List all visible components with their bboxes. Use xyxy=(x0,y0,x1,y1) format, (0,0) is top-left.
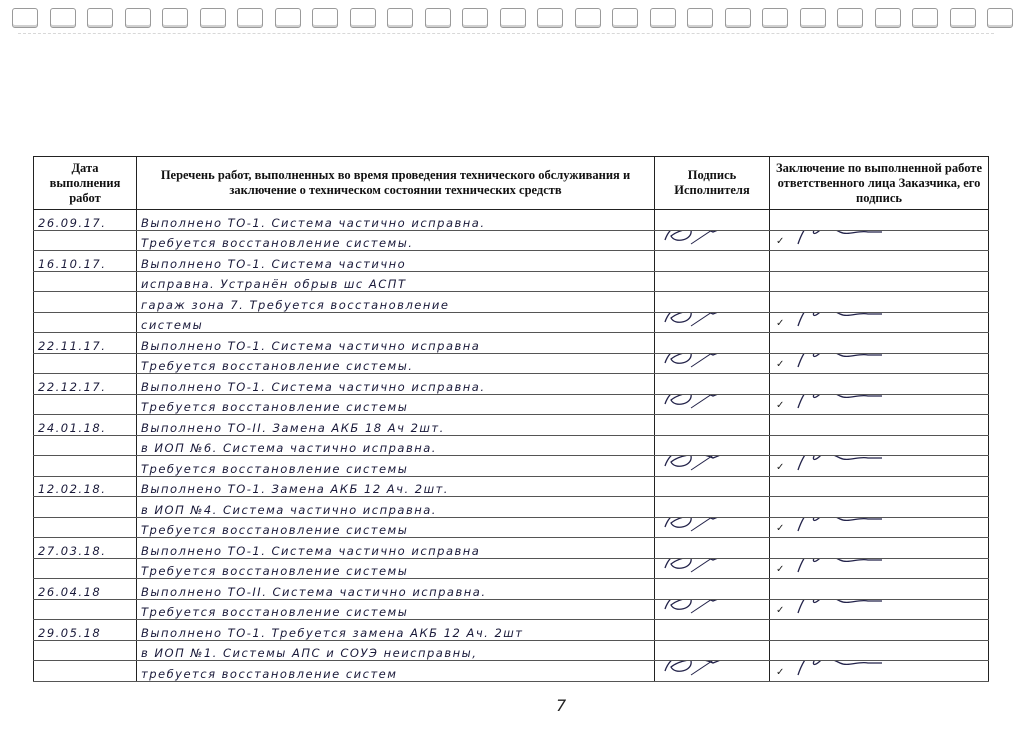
executor-signature-cell xyxy=(655,251,770,272)
date-cell: 22.11.17. xyxy=(34,333,137,354)
work-description-line: Выполнено ТО-1. Система частично исправна xyxy=(137,538,655,559)
table-row xyxy=(34,415,989,436)
maintenance-log-table xyxy=(33,156,989,682)
table-header-row xyxy=(34,157,989,210)
executor-signature-cell xyxy=(655,640,770,661)
date-cell xyxy=(34,312,137,333)
date-cell xyxy=(34,271,137,292)
executor-signature xyxy=(661,456,731,474)
date-cell: 29.05.18 xyxy=(34,620,137,641)
date-cell xyxy=(34,435,137,456)
date-cell xyxy=(34,517,137,538)
executor-signature xyxy=(661,312,731,330)
executor-signature-cell xyxy=(655,538,770,559)
binding-ring xyxy=(537,8,563,28)
executor-signature-cell xyxy=(655,476,770,497)
table-row xyxy=(34,620,989,641)
executor-signature-cell xyxy=(655,620,770,641)
binding-ring xyxy=(425,8,451,28)
table-row xyxy=(34,333,989,354)
binding-ring xyxy=(612,8,638,28)
check-mark: ✓ xyxy=(776,236,785,247)
executor-signature-cell xyxy=(655,435,770,456)
customer-signature-cell xyxy=(770,476,989,497)
work-description-line: Выполнено ТО-II. Замена АКБ 18 Ач 2шт. xyxy=(137,415,655,436)
work-description-line: в ИОП №4. Система частично исправна. xyxy=(137,497,655,518)
binding-ring xyxy=(837,8,863,28)
check-mark: ✓ xyxy=(776,605,785,616)
work-description-line: Требуется восстановление системы xyxy=(137,517,655,538)
table-row xyxy=(34,517,989,538)
work-description-line: Требуется восстановление системы xyxy=(137,558,655,579)
check-mark: ✓ xyxy=(776,318,785,329)
header-work-list: Перечень работ, выполненных во время проведения технического обслуживания и заключение о техническом состоянии технических средств xyxy=(137,157,655,210)
table-row xyxy=(34,312,989,333)
date-cell xyxy=(34,394,137,415)
customer-signature-cell xyxy=(770,497,989,518)
check-mark: ✓ xyxy=(776,666,785,678)
date-cell: 22.12.17. xyxy=(34,374,137,395)
executor-signature-cell xyxy=(655,661,770,682)
executor-signature-cell xyxy=(655,599,770,620)
work-description-line: исправна. Устранён обрыв шс АСПТ xyxy=(137,271,655,292)
table-row xyxy=(34,538,989,559)
executor-signature-cell xyxy=(655,374,770,395)
date-cell: 26.04.18 xyxy=(34,579,137,600)
customer-signature-cell xyxy=(770,333,989,354)
customer-signature-cell xyxy=(770,394,989,415)
work-description-line: Требуется восстановление системы. xyxy=(137,230,655,251)
work-description-line: в ИОП №1. Системы АПС и СОУЭ неисправны, xyxy=(137,640,655,661)
date-cell xyxy=(34,599,137,620)
executor-signature-cell xyxy=(655,456,770,477)
table-row xyxy=(34,476,989,497)
header-customer-conclusion: Заключение по выполненной работе ответственного лица Заказчика, его подпись xyxy=(770,157,989,210)
binding-ring xyxy=(350,8,376,28)
date-cell xyxy=(34,661,137,682)
check-mark: ✓ xyxy=(776,523,785,534)
executor-signature xyxy=(661,558,731,576)
work-description-line: Выполнено ТО-1. Система частично исправна. xyxy=(137,374,655,395)
customer-signature-cell xyxy=(770,230,989,251)
executor-signature xyxy=(661,517,731,535)
work-description-line: требуется восстановление систем xyxy=(137,661,655,682)
customer-signature-cell xyxy=(770,271,989,292)
check-mark: ✓ xyxy=(776,461,785,473)
date-cell xyxy=(34,353,137,374)
customer-signature xyxy=(788,661,888,679)
binding-ring xyxy=(912,8,938,28)
table-row xyxy=(34,558,989,579)
date-cell: 16.10.17. xyxy=(34,251,137,272)
customer-signature-cell xyxy=(770,210,989,231)
table-row xyxy=(34,661,989,682)
executor-signature-cell xyxy=(655,579,770,600)
work-description-line: Требуется восстановление системы xyxy=(137,394,655,415)
customer-signature-cell xyxy=(770,251,989,272)
customer-signature xyxy=(788,599,888,617)
work-description-line: Выполнено ТО-1. Требуется замена АКБ 12 Ач. 2шт xyxy=(137,620,655,641)
table-row xyxy=(34,230,989,251)
binding-ring xyxy=(237,8,263,28)
customer-signature-cell xyxy=(770,435,989,456)
binding-ring xyxy=(125,8,151,28)
table-row xyxy=(34,374,989,395)
check-mark: ✓ xyxy=(776,400,785,411)
executor-signature-cell xyxy=(655,271,770,292)
customer-signature-cell xyxy=(770,456,989,477)
customer-signature-cell xyxy=(770,353,989,374)
header-executor-signature: Подпись Исполнителя xyxy=(655,157,770,210)
executor-signature xyxy=(661,353,731,371)
executor-signature-cell xyxy=(655,517,770,538)
binding-ring xyxy=(875,8,901,28)
customer-signature xyxy=(788,353,888,371)
binding-ring xyxy=(950,8,976,28)
customer-signature-cell xyxy=(770,374,989,395)
log-body xyxy=(34,210,989,682)
binding-ring xyxy=(275,8,301,28)
executor-signature-cell xyxy=(655,210,770,231)
table-row xyxy=(34,640,989,661)
executor-signature xyxy=(661,394,731,412)
customer-signature-cell xyxy=(770,415,989,436)
customer-signature xyxy=(788,517,888,535)
spiral-binding xyxy=(0,0,1024,40)
binding-ring xyxy=(725,8,751,28)
executor-signature-cell xyxy=(655,497,770,518)
work-description-line: в ИОП №6. Система частично исправна. xyxy=(137,435,655,456)
work-description-line: Выполнено ТО-1. Замена АКБ 12 Ач. 2шт. xyxy=(137,476,655,497)
executor-signature xyxy=(661,599,731,617)
binding-ring xyxy=(500,8,526,28)
date-cell: 26.09.17. xyxy=(34,210,137,231)
work-description-line: системы xyxy=(137,312,655,333)
executor-signature-cell xyxy=(655,230,770,251)
table-row xyxy=(34,456,989,477)
customer-signature-cell xyxy=(770,517,989,538)
executor-signature-cell xyxy=(655,312,770,333)
work-description-line: Требуется восстановление системы xyxy=(137,599,655,620)
binding-ring xyxy=(50,8,76,28)
table-row xyxy=(34,579,989,600)
table-row xyxy=(34,435,989,456)
executor-signature-cell xyxy=(655,415,770,436)
customer-signature-cell xyxy=(770,292,989,313)
binding-ring xyxy=(800,8,826,28)
table-row xyxy=(34,394,989,415)
work-description-line: гараж зона 7. Требуется восстановление xyxy=(137,292,655,313)
customer-signature xyxy=(788,456,888,474)
customer-signature-cell xyxy=(770,661,989,682)
table-row xyxy=(34,251,989,272)
customer-signature xyxy=(788,394,888,412)
table-row xyxy=(34,599,989,620)
customer-signature-cell xyxy=(770,640,989,661)
customer-signature-cell xyxy=(770,620,989,641)
date-cell xyxy=(34,558,137,579)
check-mark: ✓ xyxy=(776,359,785,370)
perforation-line xyxy=(18,33,994,34)
executor-signature xyxy=(661,230,731,248)
binding-ring xyxy=(200,8,226,28)
customer-signature-cell xyxy=(770,538,989,559)
executor-signature xyxy=(661,661,731,679)
date-cell: 24.01.18. xyxy=(34,415,137,436)
binding-ring xyxy=(762,8,788,28)
binding-ring xyxy=(162,8,188,28)
customer-signature xyxy=(788,558,888,576)
binding-ring xyxy=(12,8,38,28)
header-date: Дата выполнения работ xyxy=(34,157,137,210)
date-cell xyxy=(34,497,137,518)
customer-signature xyxy=(788,230,888,248)
customer-signature-cell xyxy=(770,599,989,620)
table-row xyxy=(34,271,989,292)
check-mark: ✓ xyxy=(776,564,785,575)
table-row xyxy=(34,497,989,518)
date-cell xyxy=(34,640,137,661)
table-row xyxy=(34,210,989,231)
date-cell xyxy=(34,230,137,251)
executor-signature-cell xyxy=(655,558,770,579)
customer-signature xyxy=(788,312,888,330)
date-cell: 12.02.18. xyxy=(34,476,137,497)
binding-ring xyxy=(87,8,113,28)
work-description-line: Выполнено ТО-1. Система частично исправна xyxy=(137,333,655,354)
binding-ring xyxy=(387,8,413,28)
work-description-line: Выполнено ТО-II. Система частично исправна. xyxy=(137,579,655,600)
binding-ring xyxy=(312,8,338,28)
executor-signature-cell xyxy=(655,394,770,415)
work-description-line: Требуется восстановление системы. xyxy=(137,353,655,374)
page-number: 7 xyxy=(556,696,567,715)
customer-signature-cell xyxy=(770,558,989,579)
binding-ring xyxy=(575,8,601,28)
work-description-line: Требуется восстановление системы xyxy=(137,456,655,477)
executor-signature-cell xyxy=(655,292,770,313)
date-cell: 27.03.18. xyxy=(34,538,137,559)
table-row xyxy=(34,292,989,313)
work-description-line: Выполнено ТО-1. Система частично xyxy=(137,251,655,272)
table-row xyxy=(34,353,989,374)
executor-signature-cell xyxy=(655,333,770,354)
customer-signature-cell xyxy=(770,579,989,600)
binding-ring xyxy=(650,8,676,28)
binding-ring xyxy=(987,8,1013,28)
customer-signature-cell xyxy=(770,312,989,333)
work-description-line: Выполнено ТО-1. Система частично исправна. xyxy=(137,210,655,231)
date-cell xyxy=(34,456,137,477)
executor-signature-cell xyxy=(655,353,770,374)
binding-ring xyxy=(462,8,488,28)
binding-ring xyxy=(687,8,713,28)
date-cell xyxy=(34,292,137,313)
